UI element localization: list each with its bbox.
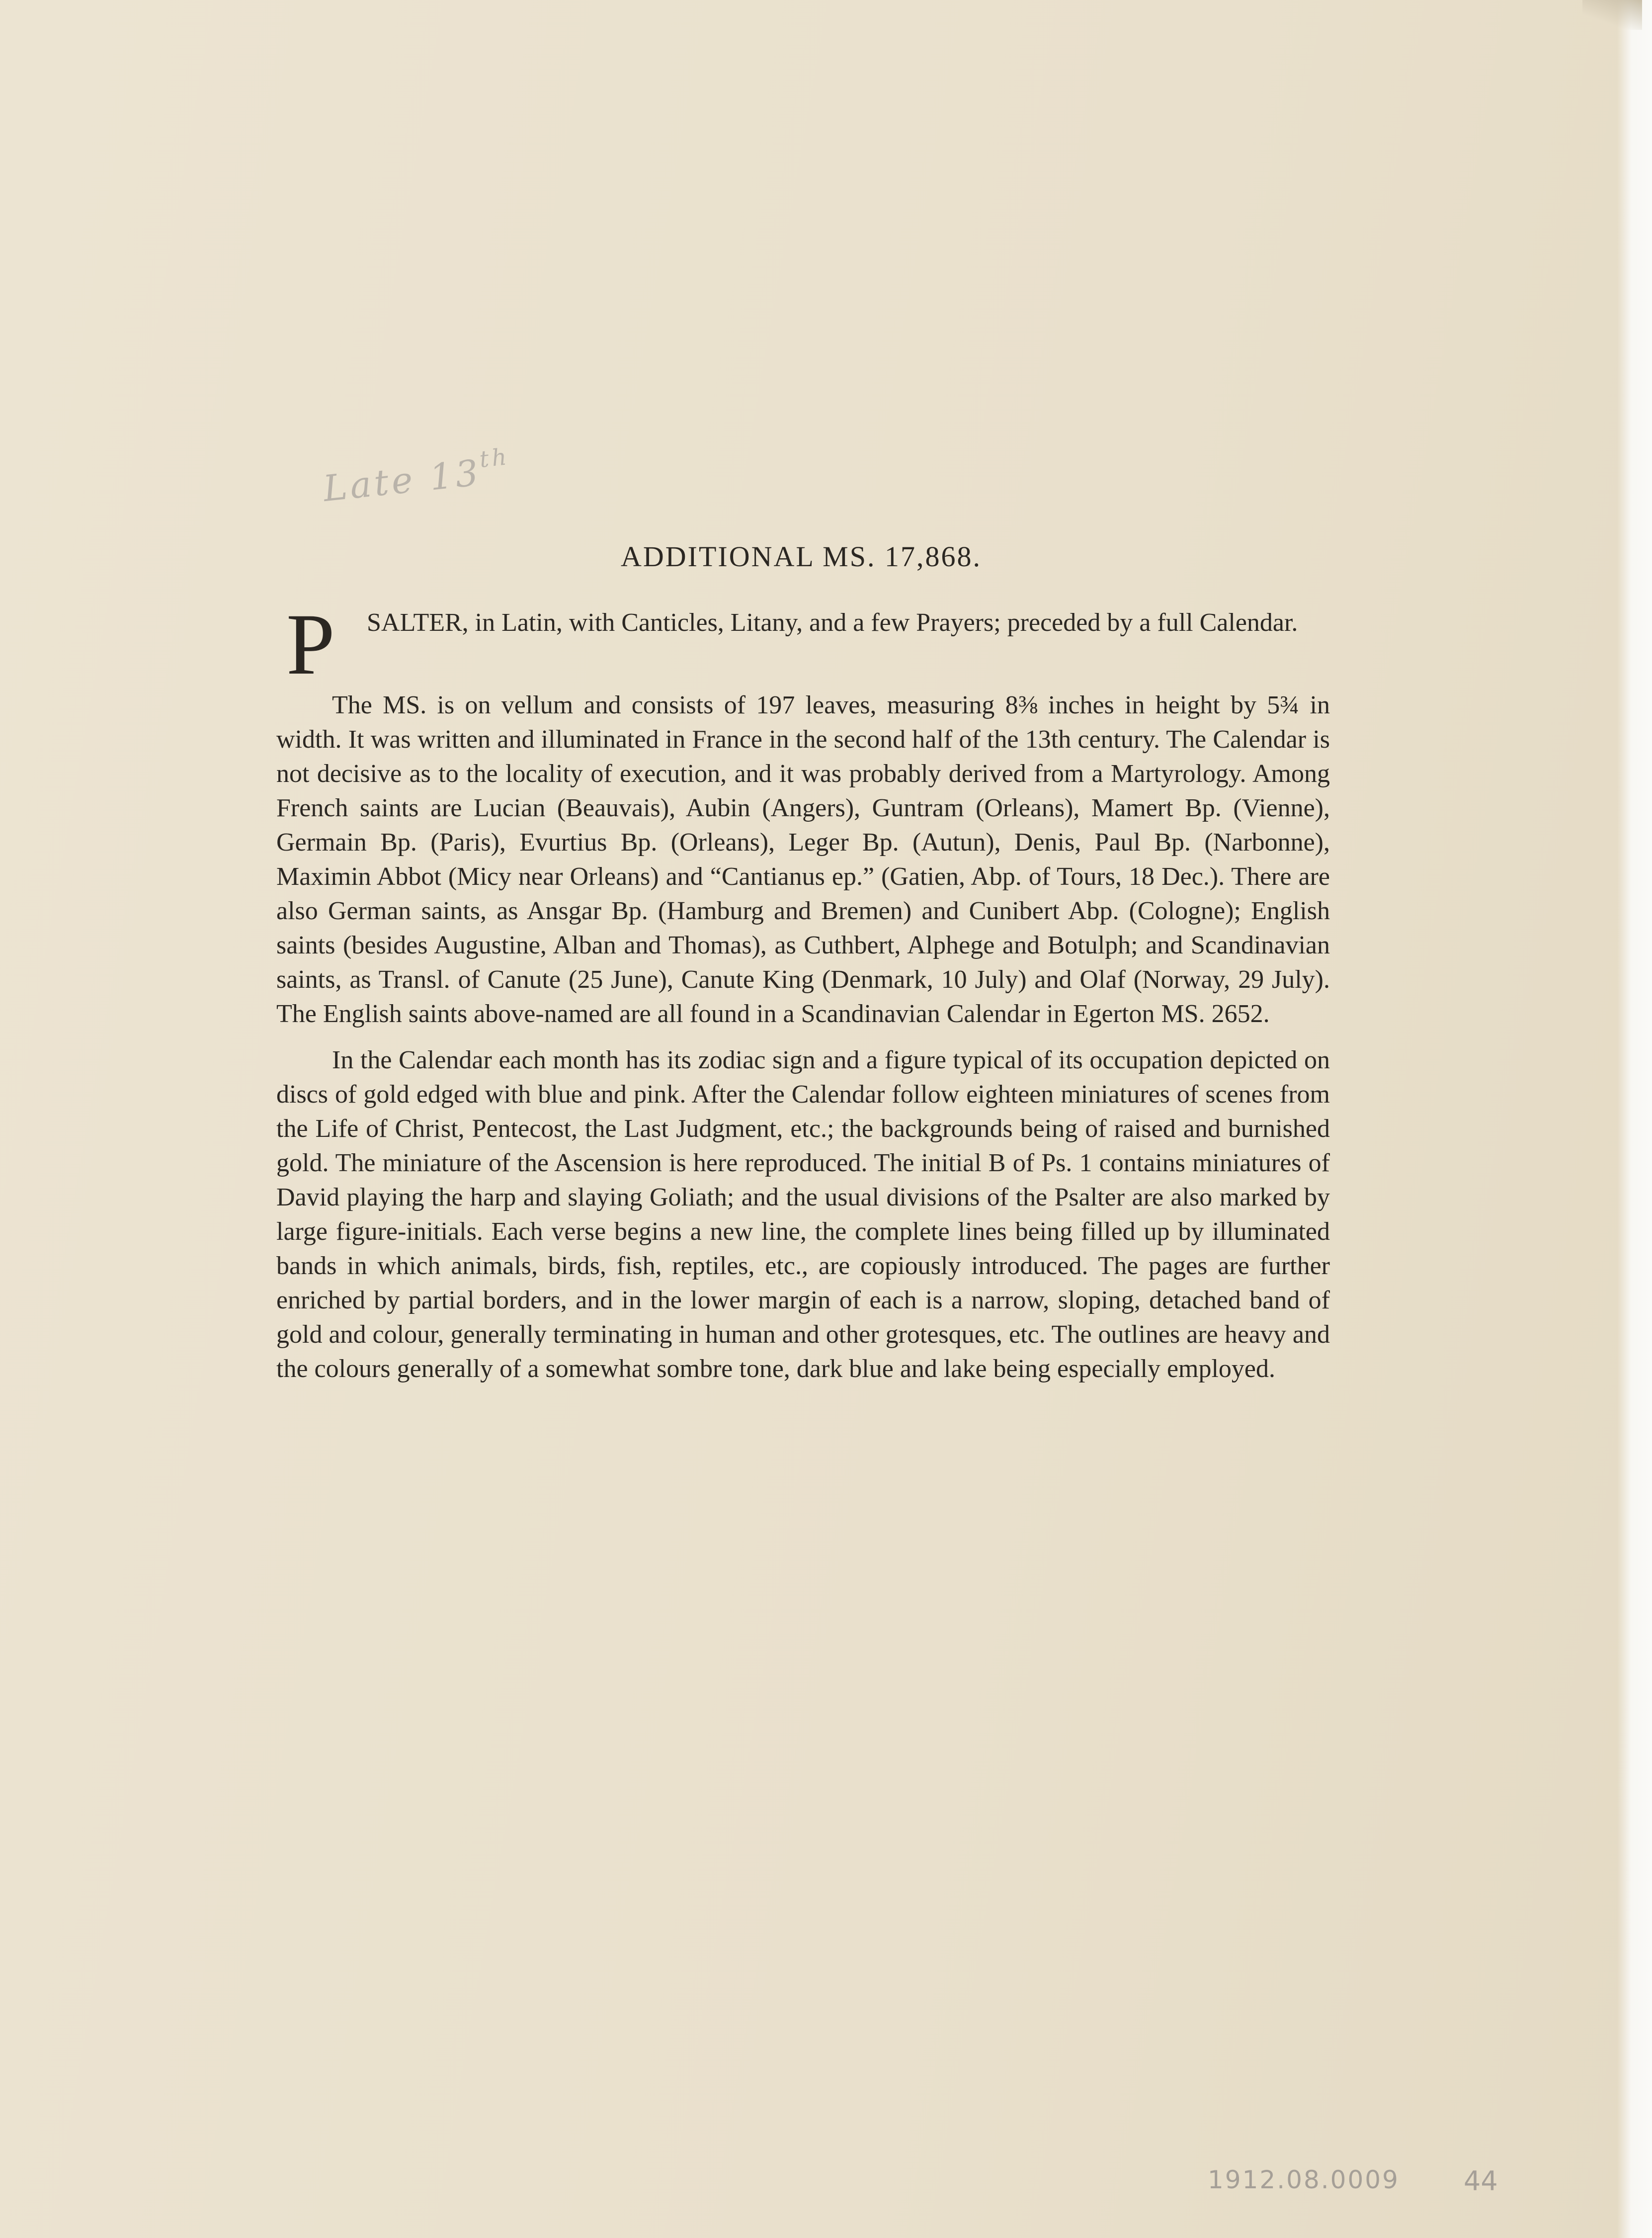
drop-cap: P (286, 596, 335, 693)
pencil-annotation-suffix: th (478, 442, 511, 473)
paragraph-description: The MS. is on vellum and consists of 197 leaves, measuring 8⅜ inches in height by 5¾ in width. It was written and illuminated in France in the second half of the 13th century. The Calendar is not decisive as to the locality of execution, and it was probably derived from a Martyrology. Among French saints are Lucian (Beauvais), Aubin (Angers), Guntram (Orleans), Mamert Bp. (Vienne), Germain Bp. (Paris), Evurtius Bp. (Orleans), Leger Bp. (Autun), Denis, Paul Bp. (Narbonne), Maximin Abbot (Micy near Orleans) and “Cantianus ep.” (Gatien, Abp. of Tours, 18 Dec.). There are also German saints, as Ansgar Bp. (Hamburg and Bremen) and Cunibert Abp. (Cologne); English saints (besides Augustine, Alban and Thomas), as Cuthbert, Alphege and Botulph; and Scandinavian saints, as Transl. of Canute (25 June), Canute King (Denmark, 10 July) and Olaf (Norway, 29 July). The English saints above-named are all found in a Scandinavian Calendar in Egerton MS. 2652. (276, 691, 1330, 1028)
paragraph-intro-text: SALTER, in Latin, with Canticles, Litany, and a few Prayers; preceded by a full Calendar. (367, 608, 1298, 637)
paragraph-decoration: In the Calendar each month has its zodiac sign and a figure typical of its occupation depicted on discs of gold edged with blue and pink. After the Calendar follow eighteen miniatures of scenes from the Life of Christ, Pentecost, the Last Judgment, etc.; the backgrounds being of raised and burnished gold. The miniature of the Ascension is here reproduced. The initial B of Ps. 1 contains miniatures of David playing the harp and slaying Goliath; and the usual divisions of the Psalter are also marked by large figure-initials. Each verse begins a new line, the complete lines being filled up by illuminated bands in which animals, birds, fish, reptiles, etc., are copiously introduced. The pages are further enriched by partial borders, and in the lower margin of each is a narrow, sloping, detached band of gold and colour, generally terminating in human and other grotesques, etc. The outlines are heavy and the colours generally of a somewhat sombre tone, dark blue and lake being especially employed. (276, 1046, 1330, 1383)
pencil-annotation-text: Late 13 (321, 451, 484, 510)
page-corner-shadow (1582, 0, 1642, 30)
page-edge (1617, 0, 1652, 2238)
page-title: ADDITIONAL MS. 17,868. (621, 540, 982, 573)
pencil-annotation (321, 442, 513, 510)
paragraph-intro (276, 596, 1330, 693)
page-number: 44 (1464, 2165, 1498, 2197)
body-text (276, 596, 1330, 1398)
accession-number: 1912.08.0009 (1208, 2165, 1400, 2194)
